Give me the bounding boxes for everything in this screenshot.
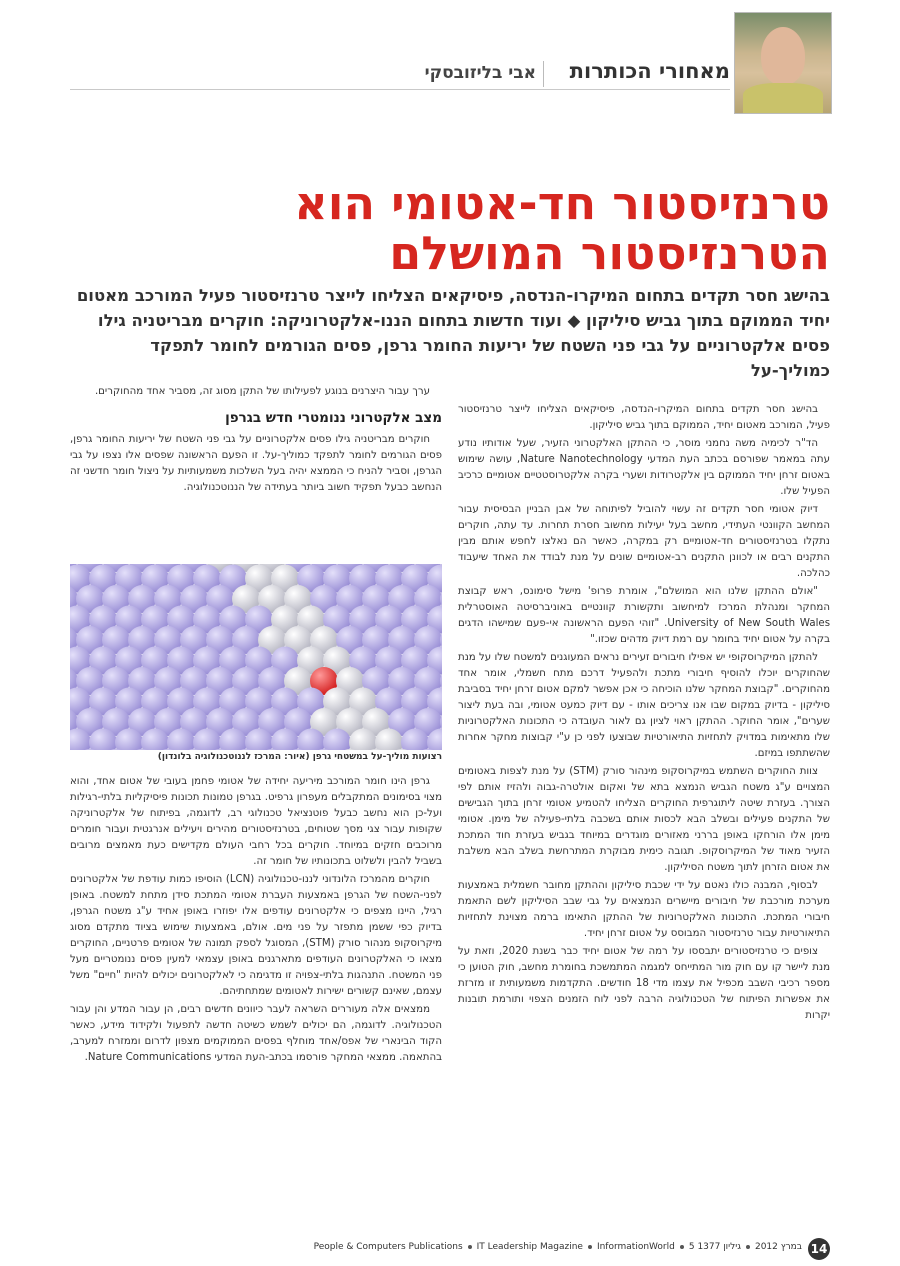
section-title: מאחורי הכותרות [569, 59, 730, 83]
atoms-illustration [70, 564, 442, 750]
paragraph: ערך עבור היצרנים בנוגע לפעילותו של התקן מסוג זה, מסביר אחד מהחוקרים. [94, 386, 430, 397]
author-name: אבי בליזובסקי [424, 63, 536, 83]
paragraph: חוקרים מהמרכז הלונדוני לננו-טכנולוגיה (LCN) הוסיפו כמות עודפת של אלקטרונים לפני-השטח של הגרפן באמצעות העברת אטומי המתכת סידן מתחת למשטח. באופן רגיל, היינו מצפים כי אלקטרונים עודפים אלו יפוזרו באופן אחיד ע"ג משטח הגרפן, בדיוק כפי ששמן מתפזר על פני מים. אולם, באמצעות שימוש בציוד מתקדם מסוג מיקרוסקופ מנהור סורק (STM), המסוגל לספק תמונה של אטומים פרטניים, החוקרים מצאו כי האלקטרונים העודפים מתארגנים באופן עצמאי למעין פסים ננומטריים מעל פני המשטח. התנהגות בלתי-צפויה זו מדגימה כי לאלקטרונים יכולים להיות "חיים" משל עצמם, שאינם קשורים ישירות לאטומים שמתחתיהם. [70, 874, 442, 997]
paragraph: לבסוף, המבנה כולו נאטם על ידי שכבת סיליקון וההתקן מחובר חשמלית באמצעות מערכת מורכבת של חיבורים מיישרים הנמצאים על גבי שבב הסיליקון לשם התאמת חיבורי המתכת. התכונות האלקטרוניות של ההתקן התאימו ברמה מצוינת לתחזיות התיאורטיות עבור טרנזיסטור המבוסס על אטום זרחן יחיד. [458, 880, 830, 939]
page-number: 14 [808, 1238, 830, 1260]
paragraph: צוות החוקרים השתמש במיקרוסקופ מינהור סורק (STM) על מנת לצפות באטומים המצויים ע"ג משטח הגביש הנמצא בתא של ואקום אולטרה-גבוה ולהזיז אותם לפי הצורך. בעזרת שיטה ליתוגרפית החוקרים הצליחו להטמיע אטומי זרחן בתוך הגבישים של התקנים פעילים ובשלב הבא לכסות אותם בשכבה בלתי-פעילה של מימן. אטומי מימן אלו הורחקו באופן בררני מאזורים מוגדרים במיוחד בגביש בעזרת חוד המתכת הזעיר מאוד של המיקרוסקופ. תגובה כימית מבוקרת המתרחשת בשלב הבא משלבת את אטום הזרחן לתוך משטח הסיליקון. [458, 766, 830, 873]
paragraph: "אולם ההתקן שלנו הוא המושלם", אומרת פרופ' מישל סימונס, ראש קבוצת המחקר ומנהלת המרכז למיחשוב ותקשורת קוונטיים באוניברסיטה האוסטרלית University of New South Wales. "זוהי הפעם הראשונה אי-פעם שמישהו הדגים בקרה על אטום יחיד בחומר עם רמת דיוק מדהים שכזו." [458, 586, 830, 645]
article-lead: בהישג חסר תקדים בתחום המיקרו-הנדסה, פיסיקאים הצליחו לייצר טרנזיסטור פעיל המורכב מאטום יחיד הממוקם בתוך גביש סיליקון ◆ ועוד חדשות בתחום הננו-אלקטרוניקה: חוקרים מבריטניה גילו פסים אלקטרוניים על גבי פני השטח של יריעות החומר גרפן, פסים הגורמים לחומר לתפקד כמוליך-על [76, 286, 830, 380]
graphene-figure [70, 564, 442, 750]
paragraph: צופים כי טרנזיסטורים יתבססו על רמה של אטום יחיד כבר בשנת 2020, וזאת על מנת ליישר קו עם חוק מור המתייחס למגמה המתמשכת בחומרת מחשב, חוק הטוען כי מספר רכיבי השבב מכפיל את עצמו מדי 18 חודשים. התקדמות משמעותית זו מזרזת את אפשרות הפיתוח של הטכנולוגיה הרבה לפני לוח הזמנים הצפוי ותורמת תובנות יקרות [458, 946, 830, 1021]
header-divider [543, 61, 544, 87]
footer-text [314, 1242, 802, 1252]
header-bar [70, 57, 730, 90]
article-title: טרנזיסטור חד-אטומי הוא הטרנזיסטור המושלם [294, 176, 830, 280]
paragraph: להתקן המיקרוסקופי יש אפילו חיבורים זעירים נראים המעוגנים למשטח שלו על מנת שהחוקרים יוכלו להוסיף חיבורי מתכת ולהפעיל דרכם מתח חשמלי, אומר אחד מהחוקרים. "קבוצת המחקר שלנו הוכיחה כי אכן אפשר למקם אטום זרחן יחיד בסביבת סיליקון - בדיוק במקום שבו אנו צריכים אותו - עם דיוק כמעט אטומי, ובה בעת ליצור שערים", אומר החוקר. ההתקן ראוי לציון גם לאור העובדה כי התכונות האלקטרוניות שלו מתאימות במדויק לתחזיות התיאורטיות שבוצעו לפני כן ע"י קבוצות מחקר אחרות שהשתתפו במיזם. [458, 652, 830, 759]
author-face [761, 27, 805, 85]
author-shirt [743, 83, 823, 113]
article-column-left-bottom [70, 774, 442, 1210]
article-column-right [458, 402, 830, 1210]
paragraph: דיוק אטומי חסר תקדים זה עשוי להוביל לפיתוחה של אבן הבניין הבסיסית עבור המחשב הקוונטי העתידי, מחשב בעל יעילות מחשוב חסרת תחרות. עד עתה, חוקרים נתקלו בטרנזיסטורים חד-אטומיים רק במקרה, כאשר הם נאלצו לחפש אותם מבין התקנים רבים או לכוונן התקנים רב-אטומיים שונים על מנת לבודד את האחד שיעבוד כהלכה. [458, 504, 830, 579]
paragraph: בהישג חסר תקדים בתחום המיקרו-הנדסה, פיסיקאים הצליחו לייצר טרנזיסטור פעיל, המורכב מאטום יחיד, הממוקם בתוך גביש סיליקון. [458, 404, 830, 431]
paragraph: הד"ר לכימיה משה נחמני מוסר, כי ההתקן האלקטרוני הזעיר, שעל אודותיו נודע עתה במאמר שפורסם בכתב העת המדעי Nature Nanotechnology, עושה שימוש באטום זרחן יחיד הממוקם בין אלקטרודות ושערי בקרה אלקטרוסטטיים אטומיים כרכיב הפעיל שלו. [458, 438, 830, 497]
author-photo [734, 12, 832, 114]
footer-magazine: IT Leadership Magazine [476, 1242, 583, 1252]
footer-publisher: People & Computers Publications [313, 1242, 463, 1252]
footer-infoworld: InformationWorld [596, 1242, 675, 1252]
page-footer [70, 1238, 830, 1262]
article-column-left-top [70, 384, 442, 544]
paragraph: גרפן הינו חומר המורכב מיריעה יחידה של אטומי פחמן בעובי של אטום אחד, והוא מצוי בסימונים המתקבלים מעפרון גרפיט. בגרפן טמונות תכונות פיסיקליות בלתי-רגילות ועל-כן הוא נחשב כבעל פוטנציאל טכנולוגי רב, לדוגמה, בפיתוח של אלקטרוניקה שקופות עבור צגי מסך שטוחים, בטרנזיסטורים מהירים ויעילים אנרגטית ועבור חומרים מרוכבים חזקים במיוחד. חוקרים בכל רחבי העולם מקדישים כעת מאמצים מרובים בשביל להבין ולשלוט בתכונותיו של חומר זה. [70, 776, 442, 867]
footer-issue: גיליון 1377 [697, 1242, 741, 1252]
figure-caption: רצועות מוליך-על במשטחי גרפן (איור: המרכז לננוטכנולוגיה בלונדון) [157, 752, 442, 762]
paragraph: ממצאים אלה מעוררים השראה לעבר כיוונים חדשים רבים, הן עבור המדע והן עבור הטכנולוגיה. לדוגמה, הם יכולים לשמש כשיטה חדשה לתפעול ולקידוד מידע, כאשר הקוד הבינארי של אפס/אחד מוחלף בפסים הממוקמים מצפון לדרום וממזרח למערב, בהתאמה. ממצאי המחקר פורסמו בכתב-העת המדעי Nature Communications. [70, 1004, 442, 1063]
paragraph: חוקרים מבריטניה גילו פסים אלקטרוניים על גבי פני השטח של יריעות החומר גרפן, פסים הגורמים לחומר לתפקד כמוליך-על. זו הפעם הראשונה שפסים אלו נצפו על גבי הגרפן, וסביר להניח כי הממצא יהיה בעל השלכות משמעותיות על ניצול חומר חדשני זה הנחשב כבעל תפקיד חשוב ביותר בעתידה של הננוטכנולוגיה. [70, 434, 442, 493]
footer-date: 5 במרץ 2012 [688, 1242, 802, 1252]
section-subhead: מצב אלקטרוני ננומטרי חדש בגרפן [225, 410, 442, 426]
